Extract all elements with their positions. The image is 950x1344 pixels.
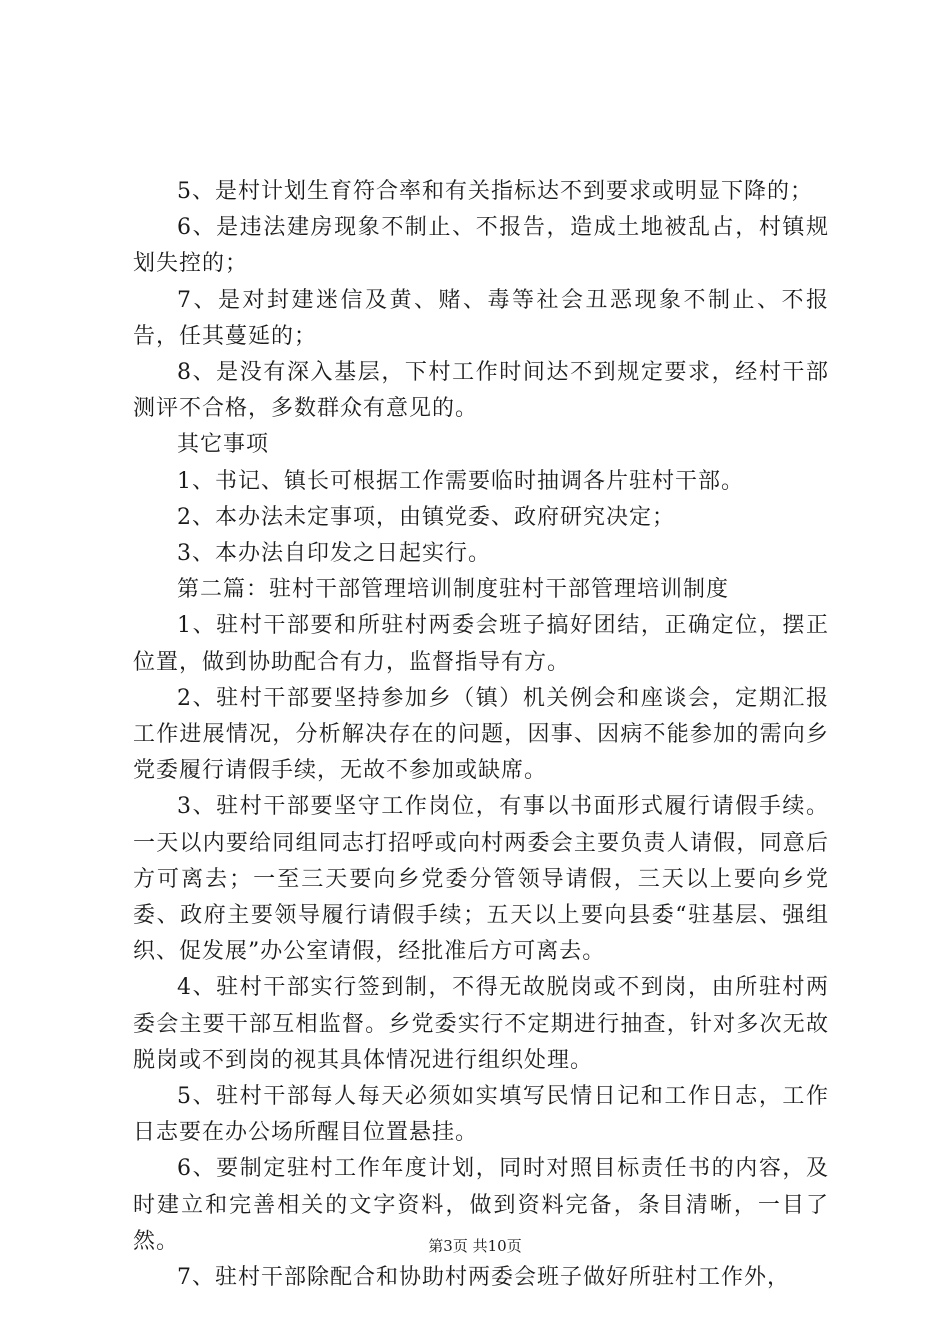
paragraph-training-6: 6、要制定驻村工作年度计划，同时对照目标责任书的内容，及时建立和完善相关的文字资料，做到资料完备，条目清晰，一目了然。 (133, 1156, 829, 1254)
paragraph-training-7: 7、驻村干部除配合和协助村两委会班子做好所驻村工作外， (177, 1265, 790, 1291)
paragraph-rule-6: 6、是违法建房现象不制止、不报告，造成土地被乱占，村镇规划失控的； (133, 215, 829, 277)
paragraph-other-2: 2、本办法未定事项，由镇党委、政府研究决定； (177, 504, 675, 530)
page-number-footer: 第3页 共10页 (428, 1237, 522, 1255)
paragraph-training-3: 3、驻村干部要坚守工作岗位，有事以书面形式履行请假手续。一天以内要给同组同志打招呼或向村两委会主要负责人请假，同意后方可离去；一至三天要向乡党委分管领导请假，三天以上要向乡党委、政府主要领导履行请假手续；五天以上要向县委“驻基层、强组织、促发展”办公室请假，经批准后方可离去。 (133, 794, 829, 965)
paragraph-rule-5: 5、是村计划生育符合率和有关指标达不到要求或明显下降的； (177, 179, 813, 204)
section-heading-other-matters: 其它事项 (177, 432, 270, 458)
section-heading-part-two: 第二篇：驻村干部管理培训制度驻村干部管理培训制度 (177, 577, 730, 603)
paragraph-training-2: 2、驻村干部要坚持参加乡（镇）机关例会和座谈会，定期汇报工作进展情况，分析解决存在的问题，因事、因病不能参加的需向乡党委履行请假手续，无故不参加或缺席。 (133, 685, 829, 784)
paragraph-other-3: 3、本办法自印发之日起实行。 (177, 541, 491, 567)
paragraph-training-4: 4、驻村干部实行签到制，不得无故脱岗或不到岗，由所驻村两委会主要干部互相监督。乡党委实行不定期进行抽查，针对多次无故脱岗或不到岗的视其具体情况进行组织处理。 (133, 975, 829, 1073)
paragraph-other-1: 1、书记、镇长可根据工作需要临时抽调各片驻村干部。 (177, 468, 744, 494)
paragraph-training-5: 5、驻村干部每人每天必须如实填写民情日记和工作日志，工作日志要在办公场所醒目位置悬挂。 (133, 1084, 829, 1146)
document-body (133, 174, 829, 1296)
paragraph-rule-7: 7、是对封建迷信及黄、赌、毒等社会丑恶现象不制止、不报告，任其蔓延的； (133, 287, 829, 349)
paragraph-rule-8: 8、是没有深入基层，下村工作时间达不到规定要求，经村干部测评不合格，多数群众有意见的。 (133, 360, 829, 422)
paragraph-training-1: 1、驻村干部要和所驻村两委会班子搞好团结，正确定位，摆正位置，做到协助配合有力，监督指导有方。 (133, 613, 829, 675)
